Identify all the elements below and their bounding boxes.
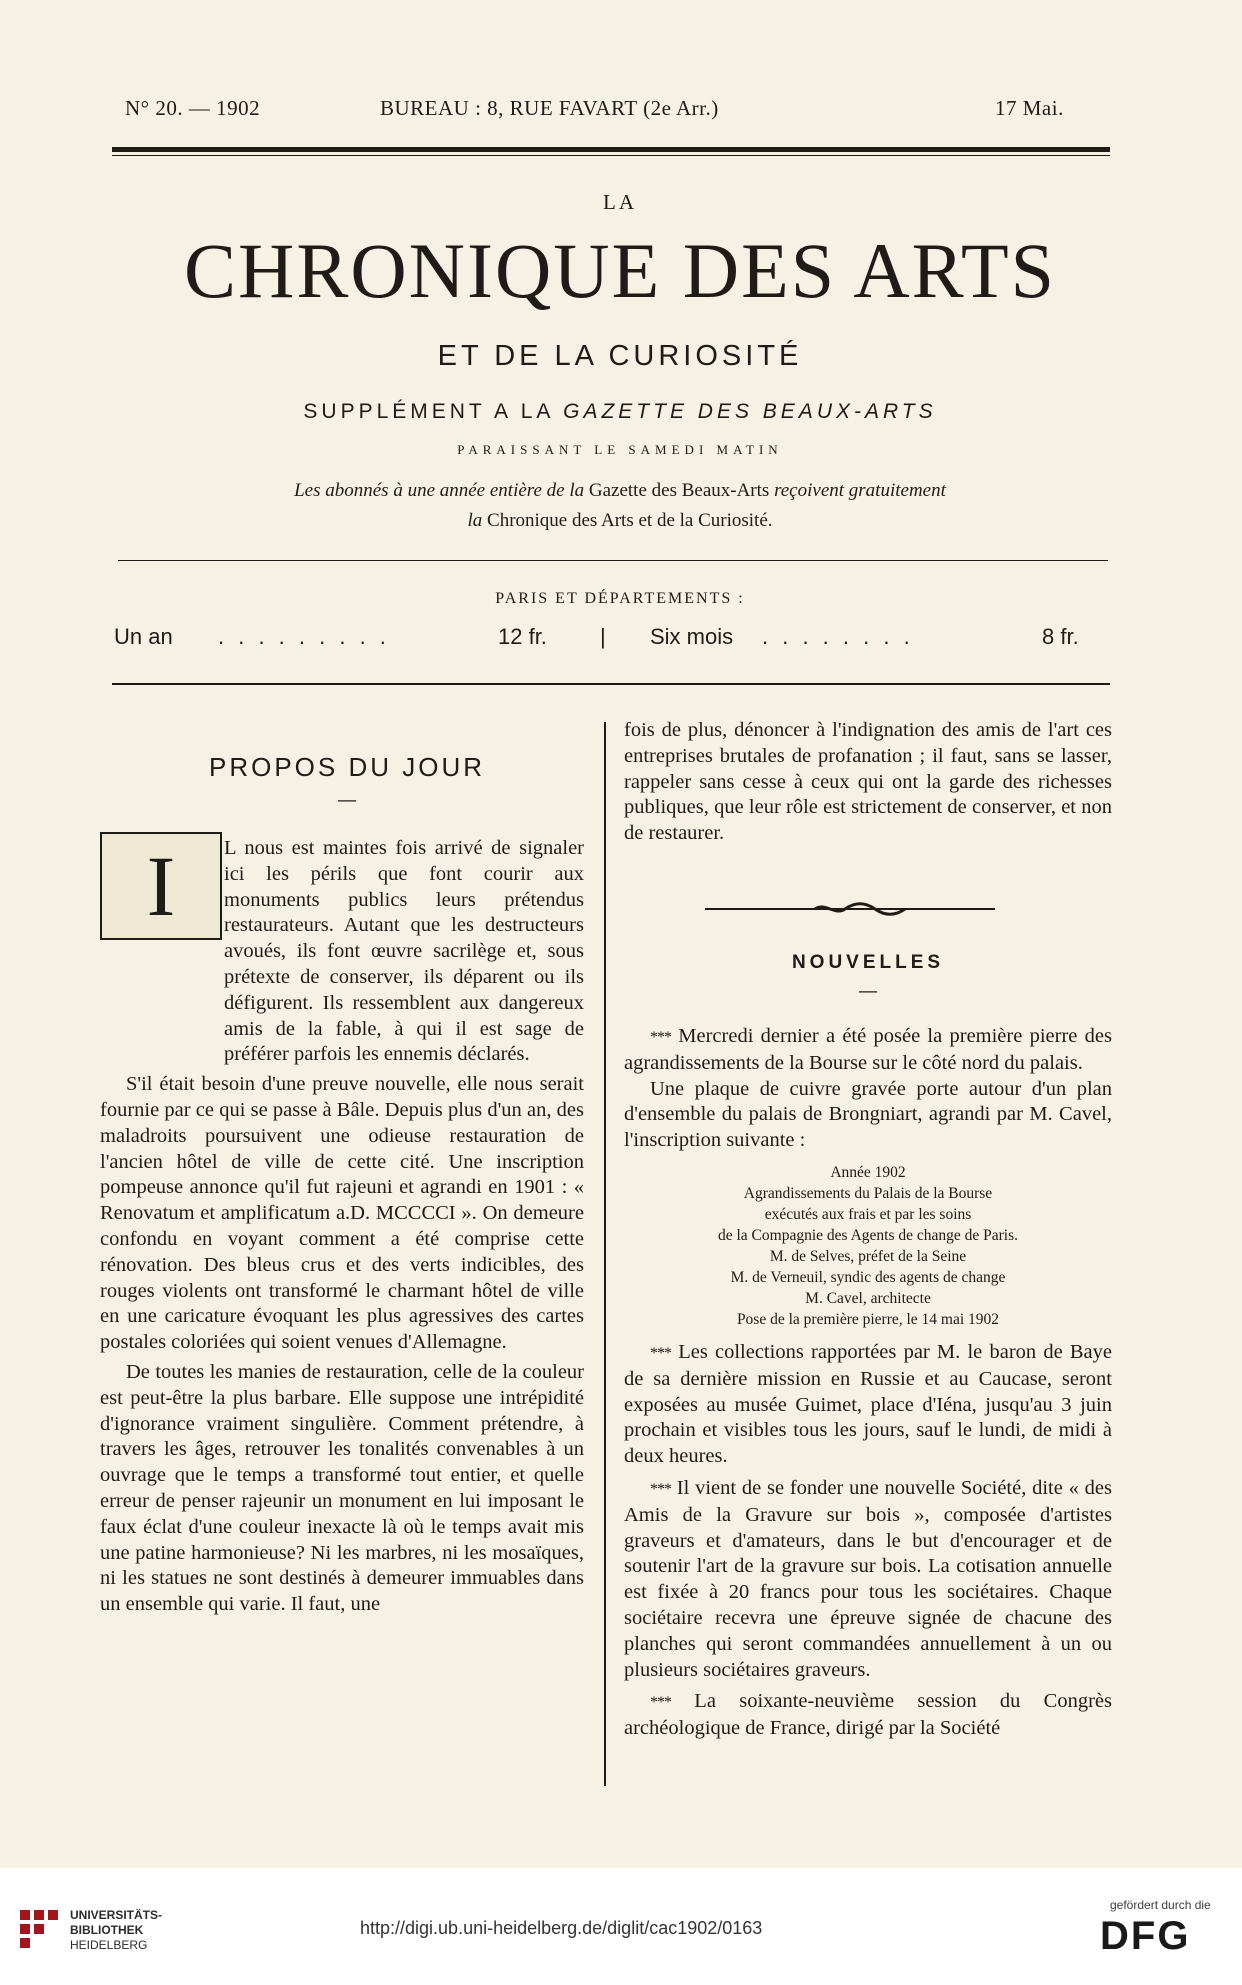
- supplement-prefix: SUPPLÉMENT A LA: [303, 400, 554, 423]
- issue-number: N° 20. — 1902: [125, 96, 261, 120]
- inscription-line: M. Cavel, architecte: [805, 1289, 931, 1307]
- column-divider: [604, 722, 606, 1786]
- propos-title: PROPOS DU JOUR: [208, 752, 486, 782]
- propos-column: [100, 836, 584, 1618]
- news-item-gravure: [624, 1476, 1112, 1683]
- inscription-line: de la Compagnie des Agents de change de Paris.: [717, 1226, 1019, 1244]
- library-name-3: HEIDELBERG: [70, 1938, 148, 1952]
- library-name-1: UNIVERSITÄTS-: [70, 1908, 163, 1922]
- supplement-line: [100, 400, 1140, 424]
- asterism-2: ***: [650, 1344, 671, 1362]
- nouvelles-title-block: [624, 952, 1112, 1002]
- inscription-line: Agrandissements du Palais de la Bourse: [743, 1184, 993, 1202]
- news-bourse-plaque: Une plaque de cuivre gravée porte autour d'un plan d'ensemble du palais de Brongniart, agrandi par M. Cavel, l'inscription suivante :: [624, 1077, 1112, 1152]
- masthead-article: LA: [603, 190, 637, 214]
- asterism-1: ***: [650, 1029, 671, 1046]
- funding-note: gefördert durch die: [1110, 1898, 1211, 1912]
- news-gravure-text: Il vient de se fonder une nouvelle Société, dite « des Amis de la Gravure sur bois », composée d'artistes graveurs et d'amateurs, dans le but d'encourager et de soutenir l'art de la gravure sur bois. La cotisation annuelle est fixée à 20 francs pour tous les sociétaires. Chaque sociétaire recevra une épreuve signée de chacune des planches qui seront commandées annuellement à un ou plusieurs sociétaires graveurs.: [624, 1476, 1112, 1681]
- subscriber-note-2: Gazette des Beaux-Arts: [588, 480, 770, 501]
- propos-p3: De toutes les manies de restauration, celle de la couleur est peut-être la plus barbare. Elle suppose une intrépidité d'ignorance vraiment singulière. Comment prétendre, à travers les âges, retrouver les tonalités convenables à un ouvrage que le temps a transformé tout entier, et quelle erreur de penser rajeunir un monument en lui imposant le faux éclat d'une couleur inexacte là où le temps avait mis une patine harmonieuse? Ni les marbres, ni les mosaïques, ni les statues ne sont destinés à demeurer immuables dans un ensemble qui varie. Il faut, une: [100, 1360, 584, 1616]
- nouvelles-column: [624, 1024, 1112, 1742]
- subscriber-note-4: la: [467, 510, 483, 531]
- inscription-line: M. de Selves, préfet de la Seine: [769, 1247, 967, 1265]
- header-rule-thin: [112, 155, 1110, 156]
- year-dots: . . . . . . . . .: [218, 624, 390, 649]
- subscription-heading: PARIS ET DÉPARTEMENTS :: [495, 590, 745, 607]
- subscriber-note: [100, 476, 1140, 536]
- source-url-link[interactable]: http://digi.ub.uni-heidelberg.de/diglit/cac1902/0163: [360, 1918, 763, 1938]
- nouvelles-dash: —: [858, 978, 878, 1002]
- asterism-4: ***: [650, 1694, 671, 1712]
- masthead-subtitle: ET DE LA CURIOSITÉ: [437, 340, 803, 372]
- library-logo-icon: [20, 1910, 60, 1954]
- dfg-logo: DFG: [1100, 1914, 1191, 1958]
- half-year-price: 8 fr.: [1042, 624, 1079, 649]
- half-year-dots: . . . . . . . .: [762, 624, 914, 649]
- news-item-bourse: [624, 1024, 1112, 1077]
- inscription-line: Année 1902: [830, 1163, 906, 1181]
- subscriber-note-5: Chronique des Arts et de la Curiosité.: [487, 510, 773, 531]
- propos-p2: S'il était besoin d'une preuve nouvelle, elle nous serait fournie par ce qui se passe à Bâle. Depuis plus d'un an, des maladroits poursuivent une odieuse restauration de l'ancien hôtel de ville de cette cité. Une inscription pompeuse annonce qu'il fut rajeuni et agrandi en 1901 : « Renovatum et amplificatum a.D. MCCCCI ». On demeure confondu en voyant comment a été comprise cette rénovation. Des bleus crus et des verts indicibles, des rouges violents ont transformé le charmant hôtel de ville en une caricature évoquant les plus agressives des cartes postales coloriées qui soient venues d'Allemagne.: [100, 1073, 584, 1354]
- news-bourse-text: Mercredi dernier a été posée la première pierre des agrandissements de la Bourse sur le côté nord du palais.: [624, 1025, 1112, 1074]
- news-congres-text: La soixante-neuvième session du Congrès archéologique de France, dirigé par la Société: [624, 1690, 1112, 1740]
- subscriber-note-3: reçoivent gratuitement: [774, 480, 946, 501]
- propos-continuation: fois de plus, dénoncer à l'indignation des amis de l'art ces entreprises brutales de profanation ; il faut, sans se lasser, rappeler sans cesse à ceux qui ont la garde des richesses publiques, que leur rôle est strictement de conserver, et non de restaurer.: [624, 719, 1112, 845]
- news-baye-text: Les collections rapportées par M. le baron de Baye de sa dernière mission en Russie et au Caucase, seront exposées au musée Guimet, place d'Iéna, jusqu'au 3 juin prochain et visibles tous les jours, sauf le lundi, de midi à deux heures.: [624, 1340, 1113, 1468]
- price-separator: |: [600, 624, 606, 649]
- year-label: Un an: [114, 624, 173, 649]
- inscription-line: exécutés aux frais et par les soins: [764, 1205, 972, 1223]
- propos-title-block: [112, 752, 582, 811]
- publication-schedule: PARAISSANT LE SAMEDI MATIN: [457, 442, 783, 457]
- supplement-gazette: GAZETTE DES BEAUX-ARTS: [563, 400, 937, 423]
- half-year-label: Six mois: [650, 624, 734, 649]
- bureau-address: BUREAU : 8, RUE FAVART (2e Arr.): [380, 96, 719, 120]
- nouvelles-title: NOUVELLES: [791, 952, 945, 973]
- news-item-congres: [624, 1689, 1112, 1742]
- propos-p1: L nous est maintes fois arrivé de signaler ici les périls que font courir aux monuments publics leurs prétendus restaurateurs. Autant que les destructeurs avoués, ils font œuvre sacrilège et, sous prétexte de conserver, ils déparent ou ils défigurent. Ils ressemblent aux dangereux amis de la fable, à qui il est sage de préférer parfois les ennemis déclarés.: [224, 837, 584, 1066]
- subscriber-note-1: Les abonnés à une année entière de la: [294, 480, 585, 501]
- masthead-title: CHRONIQUE DES ARTS: [183, 227, 1057, 314]
- news-item-baye: [624, 1340, 1112, 1470]
- year-price: 12 fr.: [498, 624, 547, 649]
- asterism-3: ***: [650, 1480, 671, 1498]
- propos-dash: —: [337, 787, 357, 811]
- plaque-inscription: [624, 1162, 1112, 1330]
- subscription-rule: [112, 683, 1110, 685]
- inscription-line: Pose de la première pierre, le 14 mai 1902: [736, 1310, 1000, 1328]
- digitization-footer: [0, 1868, 1242, 1985]
- section-ornament: [705, 900, 995, 918]
- inscription-line: M. de Verneuil, syndic des agents de change: [730, 1268, 1006, 1286]
- ornamental-dropcap: I: [100, 832, 222, 940]
- library-name-2: BIBLIOTHEK: [70, 1923, 144, 1937]
- subscription-prices: [112, 624, 1110, 654]
- header-rule: [112, 147, 1110, 152]
- issue-date: 17 Mai.: [995, 96, 1064, 120]
- library-name: [70, 1908, 162, 1953]
- masthead-rule: [118, 560, 1108, 561]
